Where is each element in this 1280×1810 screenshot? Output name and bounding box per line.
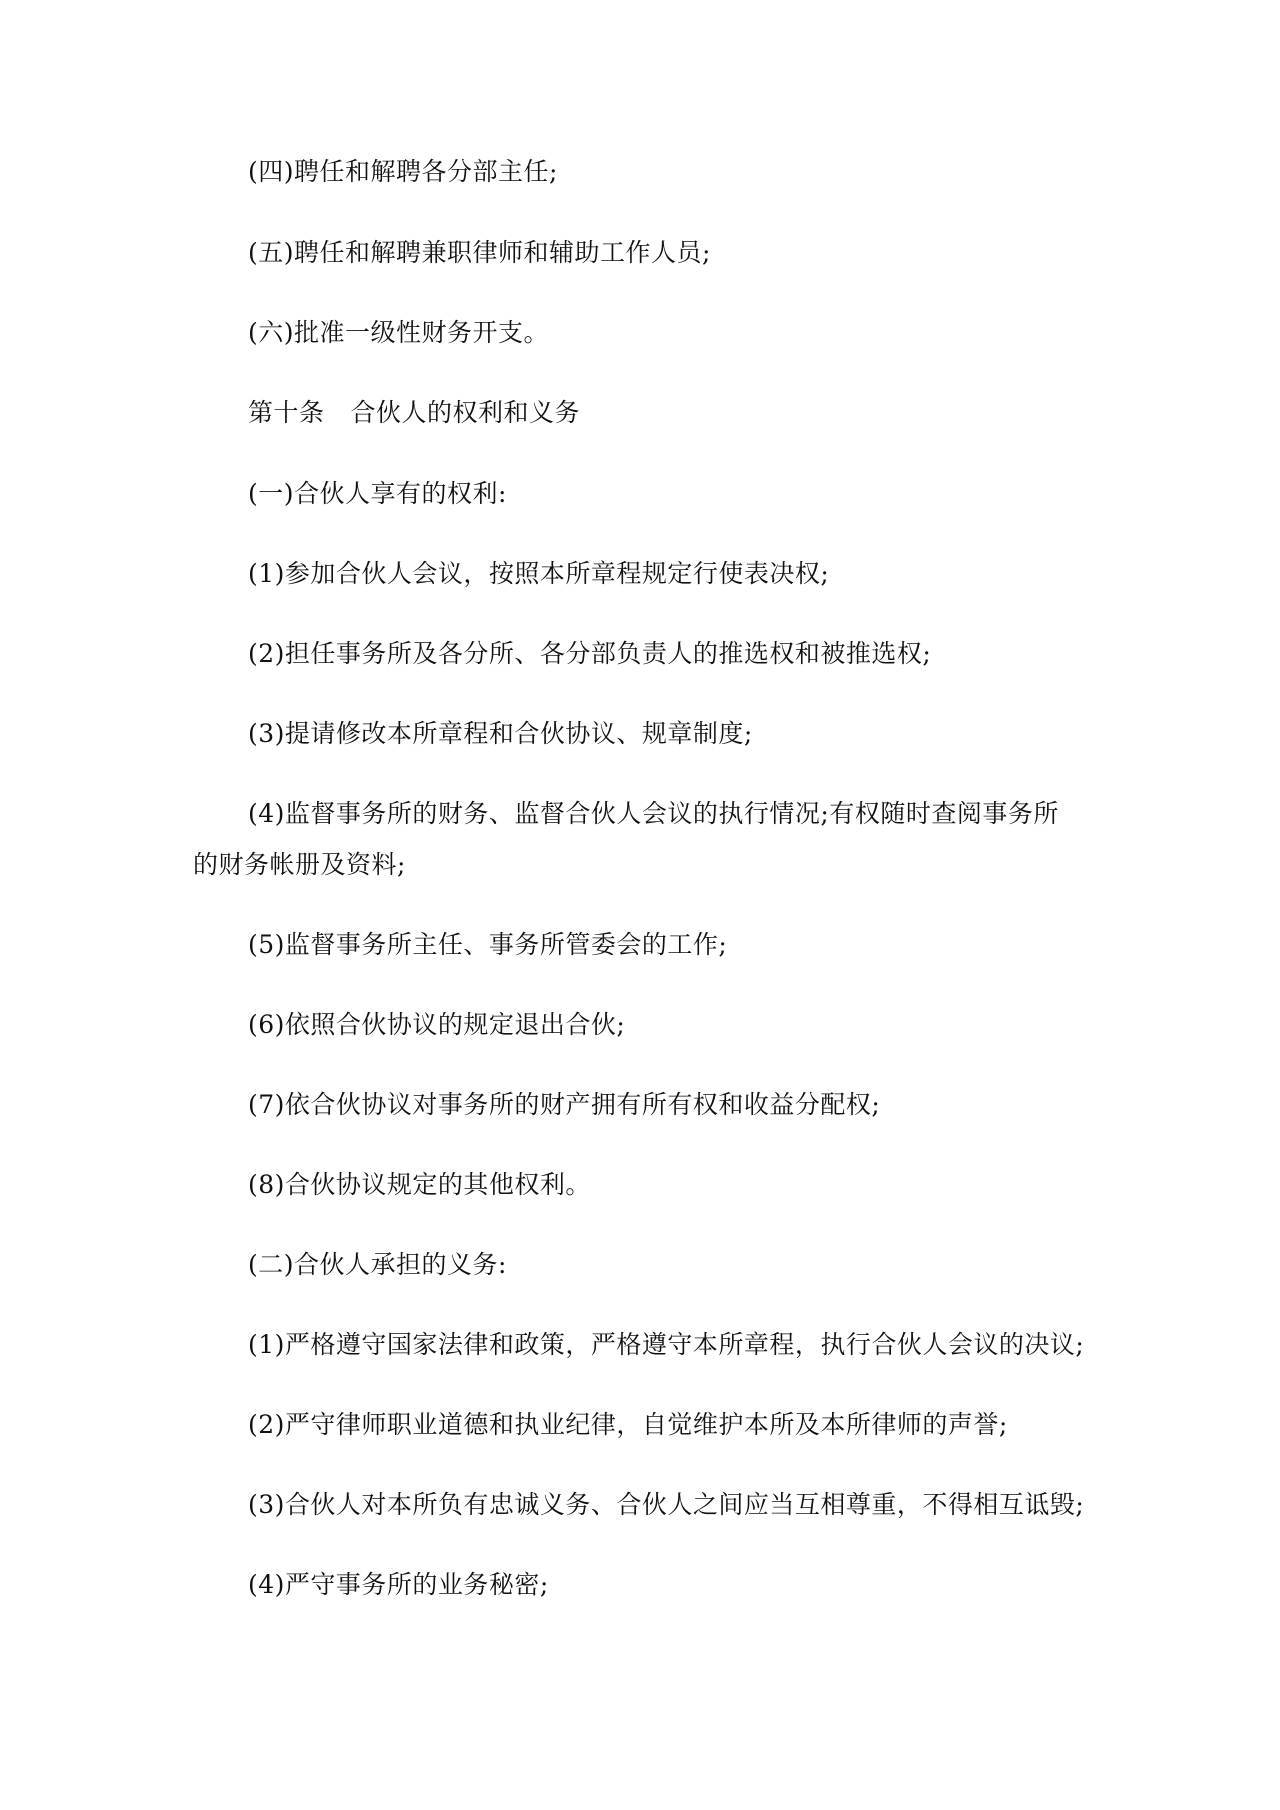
paragraph xyxy=(248,1245,1108,1285)
paragraph-text: (5)监督事务所主任、事务所管委会的工作; xyxy=(248,930,728,959)
paragraph-text: (3)合伙人对本所负有忠诚义务、合伙人之间应当互相尊重，不得相互诋毁; xyxy=(248,1490,1085,1519)
paragraph-text: (2)担任事务所及各分所、各分部负责人的推选权和被推选权; xyxy=(248,639,932,668)
paragraph xyxy=(248,794,1108,834)
paragraph-text: (7)依合伙协议对事务所的财产拥有所有权和收益分配权; xyxy=(248,1090,881,1119)
paragraph-text: (8)合伙协议规定的其他权利。 xyxy=(248,1170,591,1199)
paragraph xyxy=(248,554,1108,594)
paragraph xyxy=(248,1005,1108,1045)
paragraph-text: (6)依照合伙协议的规定退出合伙; xyxy=(248,1010,626,1039)
paragraph-text: (3)提请修改本所章程和合伙协议、规章制度; xyxy=(248,719,753,748)
paragraph xyxy=(248,714,1108,754)
paragraph-text: (2)严守律师职业道德和执业纪律，自觉维护本所及本所律师的声誉; xyxy=(248,1410,1008,1439)
paragraph xyxy=(248,233,1108,273)
paragraph xyxy=(248,313,1108,353)
article-number: 第十条 xyxy=(248,398,325,427)
paragraph xyxy=(248,1565,1108,1605)
paragraph-text: (4)监督事务所的财务、监督合伙人会议的执行情况;有权随时查阅事务所 xyxy=(248,799,1059,828)
paragraph xyxy=(248,474,1108,514)
paragraph xyxy=(248,1085,1108,1125)
paragraph-text: (1)参加合伙人会议，按照本所章程规定行使表决权; xyxy=(248,559,830,588)
paragraph xyxy=(248,1325,1108,1365)
paragraph-text: (五)聘任和解聘兼职律师和辅助工作人员; xyxy=(248,238,711,267)
paragraph-text: 的财务帐册及资料; xyxy=(193,850,406,879)
paragraph xyxy=(248,634,1108,674)
paragraph-text: (4)严守事务所的业务秘密; xyxy=(248,1570,549,1599)
paragraph-text: (四)聘任和解聘各分部主任; xyxy=(248,157,558,186)
article-title: 合伙人的权利和义务 xyxy=(350,398,581,427)
paragraph-text: (1)严格遵守国家法律和政策，严格遵守本所章程，执行合伙人会议的决议; xyxy=(248,1330,1085,1359)
paragraph-text: (一)合伙人享有的权利: xyxy=(248,479,507,508)
article-heading xyxy=(248,393,1108,433)
paragraph xyxy=(248,152,1108,192)
paragraph xyxy=(248,1405,1108,1445)
paragraph xyxy=(248,1485,1108,1525)
paragraph-text: (二)合伙人承担的义务: xyxy=(248,1250,507,1279)
paragraph-continuation xyxy=(193,845,1053,885)
paragraph-text: (六)批准一级性财务开支。 xyxy=(248,318,550,347)
paragraph xyxy=(248,925,1108,965)
paragraph xyxy=(248,1165,1108,1205)
